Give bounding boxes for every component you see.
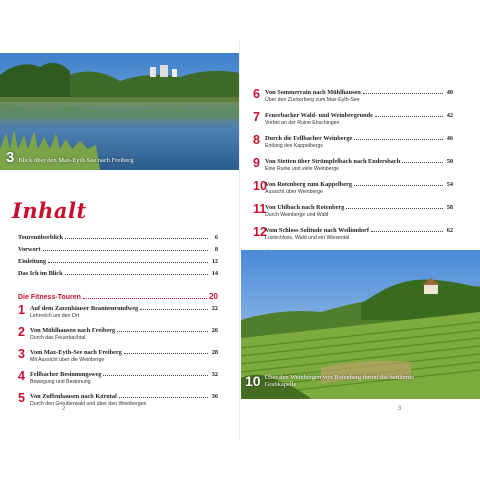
tour-subtitle: Über den Zuckerberg zum Max-Eyth-See [265, 96, 360, 103]
page-number-right: 3 [398, 406, 402, 412]
tour-title-row [265, 158, 453, 166]
tour-subtitle: Entlang des Kappelbergs [265, 142, 323, 149]
tour-title: Auf dem Zazenhäuser Brannenrundweg [30, 305, 139, 312]
tour-page: 22 [211, 305, 218, 312]
dot-leader [117, 331, 208, 332]
tour-subtitle: Durch den Greutterwald und über den Weinbergen [30, 400, 147, 407]
caption-text: Über den Weinbergen von Rotenberg thront die berühmte Grabkapelle [264, 374, 415, 389]
tour-number: 3 [18, 347, 25, 361]
tour-subtitle: Lehrreich um den Ort [30, 312, 80, 319]
tour-page: 62 [446, 227, 453, 234]
tour-page: 26 [211, 327, 218, 334]
tour-subtitle: Lustschloss, Wald und ein Wiesental [265, 234, 350, 241]
dot-leader [371, 231, 443, 232]
tour-number: 7 [253, 110, 260, 124]
toc-entry-label: Vorwort [18, 246, 41, 253]
caption-number: 3 [6, 149, 15, 166]
toc-tour-1[interactable] [18, 304, 218, 324]
dot-leader [140, 309, 208, 310]
toc-tour-6[interactable] [253, 88, 453, 109]
toc-right [253, 88, 453, 272]
tour-body [265, 203, 453, 219]
dot-leader [83, 298, 207, 299]
tour-number: 11 [253, 202, 267, 216]
tour-body [265, 180, 453, 196]
tour-page: 28 [211, 349, 218, 356]
tour-title: Von Sommerrain nach Mühlhausen [265, 89, 361, 96]
toc-tour-10[interactable] [253, 180, 453, 201]
dot-leader [48, 262, 208, 263]
tour-body [30, 348, 218, 364]
tour-page: 40 [446, 89, 453, 96]
tour-title-row [30, 371, 218, 379]
tour-body [265, 88, 453, 104]
tour-title: Fellbacher Besinnungsweg [30, 371, 102, 378]
tour-title: Von Stetten über Strümpfelbach nach Endersbach [265, 158, 401, 165]
tour-title-row [265, 204, 453, 212]
toc-entry-vorwort[interactable] [18, 246, 218, 258]
tour-body [30, 326, 218, 342]
toc-entry-label: Einleitung [18, 258, 46, 265]
tour-subtitle: Eine Ruine und viele Weinberge [265, 165, 340, 172]
tour-title: Von Zuffenhausen nach Korntal [30, 393, 117, 400]
tour-body [265, 157, 453, 173]
tour-title: Vom Max-Eyth-See nach Freiberg [30, 349, 122, 356]
tour-title: Von Mühlhausen nach Freiberg [30, 327, 116, 334]
dot-leader [65, 274, 208, 275]
tour-page: 42 [446, 112, 453, 119]
toc-tour-4[interactable] [18, 370, 218, 390]
tour-body [30, 304, 218, 320]
tour-title-row [265, 135, 453, 143]
toc-section-fitness-touren[interactable] [18, 292, 218, 304]
section-label: Die Fitness-Touren [18, 294, 81, 301]
tour-number: 8 [253, 133, 260, 147]
toc-entry-label: Das Ich im Blick [18, 270, 63, 277]
toc-entry-tourenueberblick[interactable] [18, 234, 218, 246]
toc-tour-2[interactable] [18, 326, 218, 346]
tour-number: 4 [18, 369, 25, 383]
tour-page: 50 [446, 158, 453, 165]
tour-title: Von Uhlbach nach Rotenberg [265, 204, 345, 211]
tour-title: Feuerbacher Wald- und Weinbergrunde [265, 112, 373, 119]
toc-entry-einleitung[interactable] [18, 258, 218, 270]
tour-title-row [265, 227, 453, 235]
dot-leader [354, 139, 443, 140]
toc-entry-page: 12 [211, 258, 218, 265]
toc-entry-page: 8 [214, 246, 218, 253]
dot-leader [354, 185, 443, 186]
right-page [240, 0, 480, 480]
tour-body [265, 134, 453, 150]
tour-number: 2 [18, 325, 25, 339]
tour-body [265, 111, 453, 127]
tour-subtitle: Durch Weinberge und Wald [265, 211, 329, 218]
toc-tour-12[interactable] [253, 226, 453, 247]
toc-entry-das-ich-im-blick[interactable] [18, 270, 218, 282]
tour-title-row [265, 112, 453, 120]
tour-page: 46 [446, 135, 453, 142]
toc-entry-label: Tourenüberblick [18, 234, 64, 241]
toc-tour-9[interactable] [253, 157, 453, 178]
dot-leader [375, 116, 443, 117]
tour-page: 36 [211, 393, 218, 400]
dot-leader [43, 250, 209, 251]
tour-number: 9 [253, 156, 260, 170]
tour-title-row [30, 305, 218, 313]
tour-body [30, 392, 218, 408]
tour-title: Durch die Fellbacher Weinberge [265, 135, 353, 142]
tour-title-row [30, 349, 218, 357]
tour-number: 5 [18, 391, 25, 405]
tour-page: 32 [211, 371, 218, 378]
tour-subtitle: Aussicht über Weinberge [265, 188, 323, 195]
tour-number: 6 [253, 87, 260, 101]
dot-leader [402, 162, 443, 163]
tour-body [30, 370, 218, 386]
tour-title: Vom Schloss Solitude nach Weilimdorf [265, 227, 369, 234]
toc-tour-3[interactable] [18, 348, 218, 368]
tour-subtitle: Vorbei an der Ruine Ehschingen [265, 119, 340, 126]
page-number-left: 2 [62, 406, 66, 412]
tour-body [265, 226, 453, 242]
toc-entry-page: 14 [211, 270, 218, 277]
dot-leader [119, 397, 208, 398]
toc-tour-8[interactable] [253, 134, 453, 155]
tour-title-row [30, 393, 218, 401]
dot-leader [363, 93, 443, 94]
tour-number: 10 [253, 179, 267, 193]
tour-subtitle: Mit Aussicht über die Weinberge [30, 356, 105, 363]
tour-subtitle: Durch das Feuerbachtal [30, 334, 86, 341]
tour-subtitle: Bewegung und Besinnung [30, 378, 91, 385]
tour-title: Von Rotenberg zum Kappelberg [265, 181, 353, 188]
dot-leader [346, 208, 443, 209]
tour-number: 1 [18, 303, 25, 317]
caption-text: Blick über den Max-Eyth-See nach Freiberg [18, 157, 134, 164]
tour-title-row [265, 181, 453, 189]
tour-page: 58 [446, 204, 453, 211]
dot-leader [65, 238, 208, 239]
section-page: 20 [209, 292, 218, 301]
contents-heading: Inhalt [12, 198, 87, 223]
tour-number: 12 [253, 225, 267, 239]
caption-number: 10 [245, 373, 261, 389]
tour-title-row [265, 89, 453, 97]
dot-leader [124, 353, 208, 354]
lake-photo-caption [6, 150, 134, 165]
tour-page: 54 [446, 181, 453, 188]
toc-tour-5[interactable] [18, 392, 218, 412]
dot-leader [103, 375, 208, 376]
toc-entry-page: 6 [214, 234, 218, 241]
toc-tour-11[interactable] [253, 203, 453, 224]
toc-tour-7[interactable] [253, 111, 453, 132]
tour-title-row [30, 327, 218, 335]
toc-left [18, 234, 218, 414]
vineyard-photo-caption [245, 374, 445, 389]
